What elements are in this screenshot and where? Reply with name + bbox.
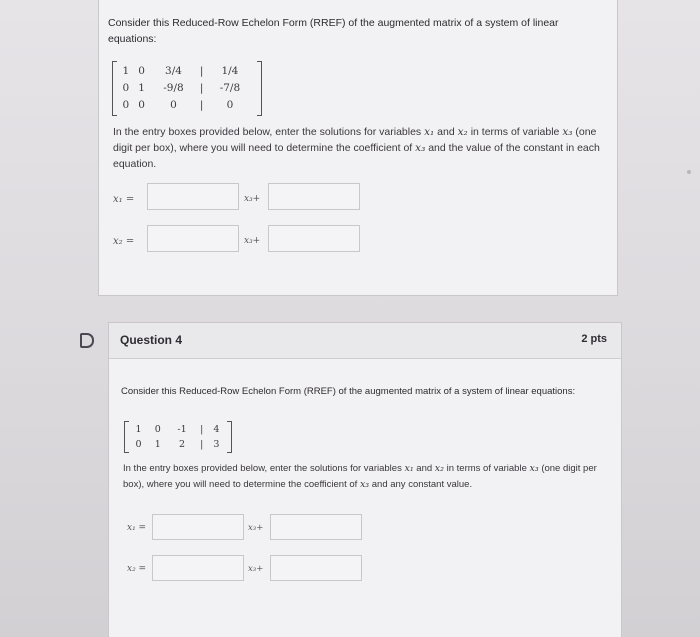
q3-matrix-cell: 0	[138, 98, 145, 111]
q4-matrix-row	[129, 422, 226, 437]
q4-matrix-cell: |	[200, 439, 204, 450]
question-4-header	[109, 323, 621, 359]
q4-rref-matrix	[124, 421, 232, 453]
q3-x2-label: x₂ =	[113, 236, 135, 247]
q3-x2-x3-label: x₃+	[244, 236, 261, 246]
q3-matrix-cell: -7/8	[219, 81, 241, 94]
q3-matrix-cell: 0	[122, 98, 130, 111]
q4-matrix-cell: 1	[154, 439, 161, 450]
q3-matrix-cell: |	[199, 81, 204, 94]
q4-matrix-cell: 1	[135, 424, 142, 435]
q3-matrix-row	[118, 62, 254, 79]
q4-matrix-cell: 0	[154, 424, 161, 435]
q3-instructions: In the entry boxes provided below, enter the solutions for variables x₁ and x₂ in terms of variable x₃ (one digit per box), where you will need to determine the coefficient of x₃ and the value of the constant in each equation.	[113, 126, 600, 170]
q3-rref-matrix	[112, 61, 262, 116]
q4-x1-x3-label: x₃+	[248, 523, 264, 533]
question-4-title: Question 4	[120, 333, 183, 347]
decorative-dot	[687, 170, 691, 174]
question-4-points: 2 pts	[581, 333, 607, 345]
q4-matrix-row	[129, 437, 226, 452]
q4-matrix-cell: 4	[213, 424, 220, 435]
q4-matrix-cell: 2	[178, 439, 186, 450]
q4-x1-constant-input[interactable]	[270, 514, 362, 540]
q4-x2-coefficient-input[interactable]	[152, 555, 244, 581]
q3-intro-text: Consider this Reduced-Row Echelon Form (RREF) of the augmented matrix of a system of linear equations:	[108, 17, 559, 45]
q3-matrix-cell: 3/4	[165, 64, 182, 77]
q3-x2-constant-input[interactable]	[268, 225, 360, 252]
q3-matrix-cell: 1	[138, 81, 145, 94]
q3-x1-x3-label: x₃+	[244, 194, 261, 204]
q3-x1-label: x₁ =	[113, 194, 135, 205]
q3-matrix-cell: 1	[122, 64, 130, 77]
q3-x1-coefficient-input[interactable]	[147, 183, 239, 210]
q3-matrix-row	[118, 96, 254, 113]
q3-x2-coefficient-input[interactable]	[147, 225, 239, 252]
q4-x2-x3-label: x₃+	[248, 564, 264, 574]
q4-matrix-cell: 0	[135, 439, 142, 450]
q4-x2-label: x₂ =	[127, 564, 147, 574]
flag-question-icon[interactable]	[80, 333, 94, 348]
q4-x2-constant-input[interactable]	[270, 555, 362, 581]
q3-matrix-cell: 0	[122, 81, 130, 94]
q4-x1-label: x₁ =	[127, 523, 147, 533]
q4-matrix-cell: |	[200, 424, 204, 435]
q3-matrix-cell: 0	[226, 98, 234, 111]
q3-matrix-row	[118, 79, 254, 96]
q4-x1-coefficient-input[interactable]	[152, 514, 244, 540]
q3-x1-constant-input[interactable]	[268, 183, 360, 210]
q3-matrix-cell: 0	[138, 64, 145, 77]
q4-instructions: In the entry boxes provided below, enter the solutions for variables x₁ and x₂ in terms of variable x₃ (one digit per box), where you will need to determine the coefficient of x₃ and any constant value.	[123, 463, 597, 490]
q3-matrix-cell: |	[199, 64, 204, 77]
q3-matrix-cell: -9/8	[163, 81, 184, 94]
q4-matrix-cell: -1	[177, 424, 187, 435]
q3-matrix-cell: |	[199, 98, 204, 111]
q4-intro-text: Consider this Reduced-Row Echelon Form (RREF) of the augmented matrix of a system of linear equations:	[121, 386, 576, 397]
q4-matrix-cell: 3	[213, 439, 220, 450]
q3-matrix-cell: 0	[170, 98, 177, 111]
q3-matrix-cell: 1/4	[221, 64, 239, 77]
